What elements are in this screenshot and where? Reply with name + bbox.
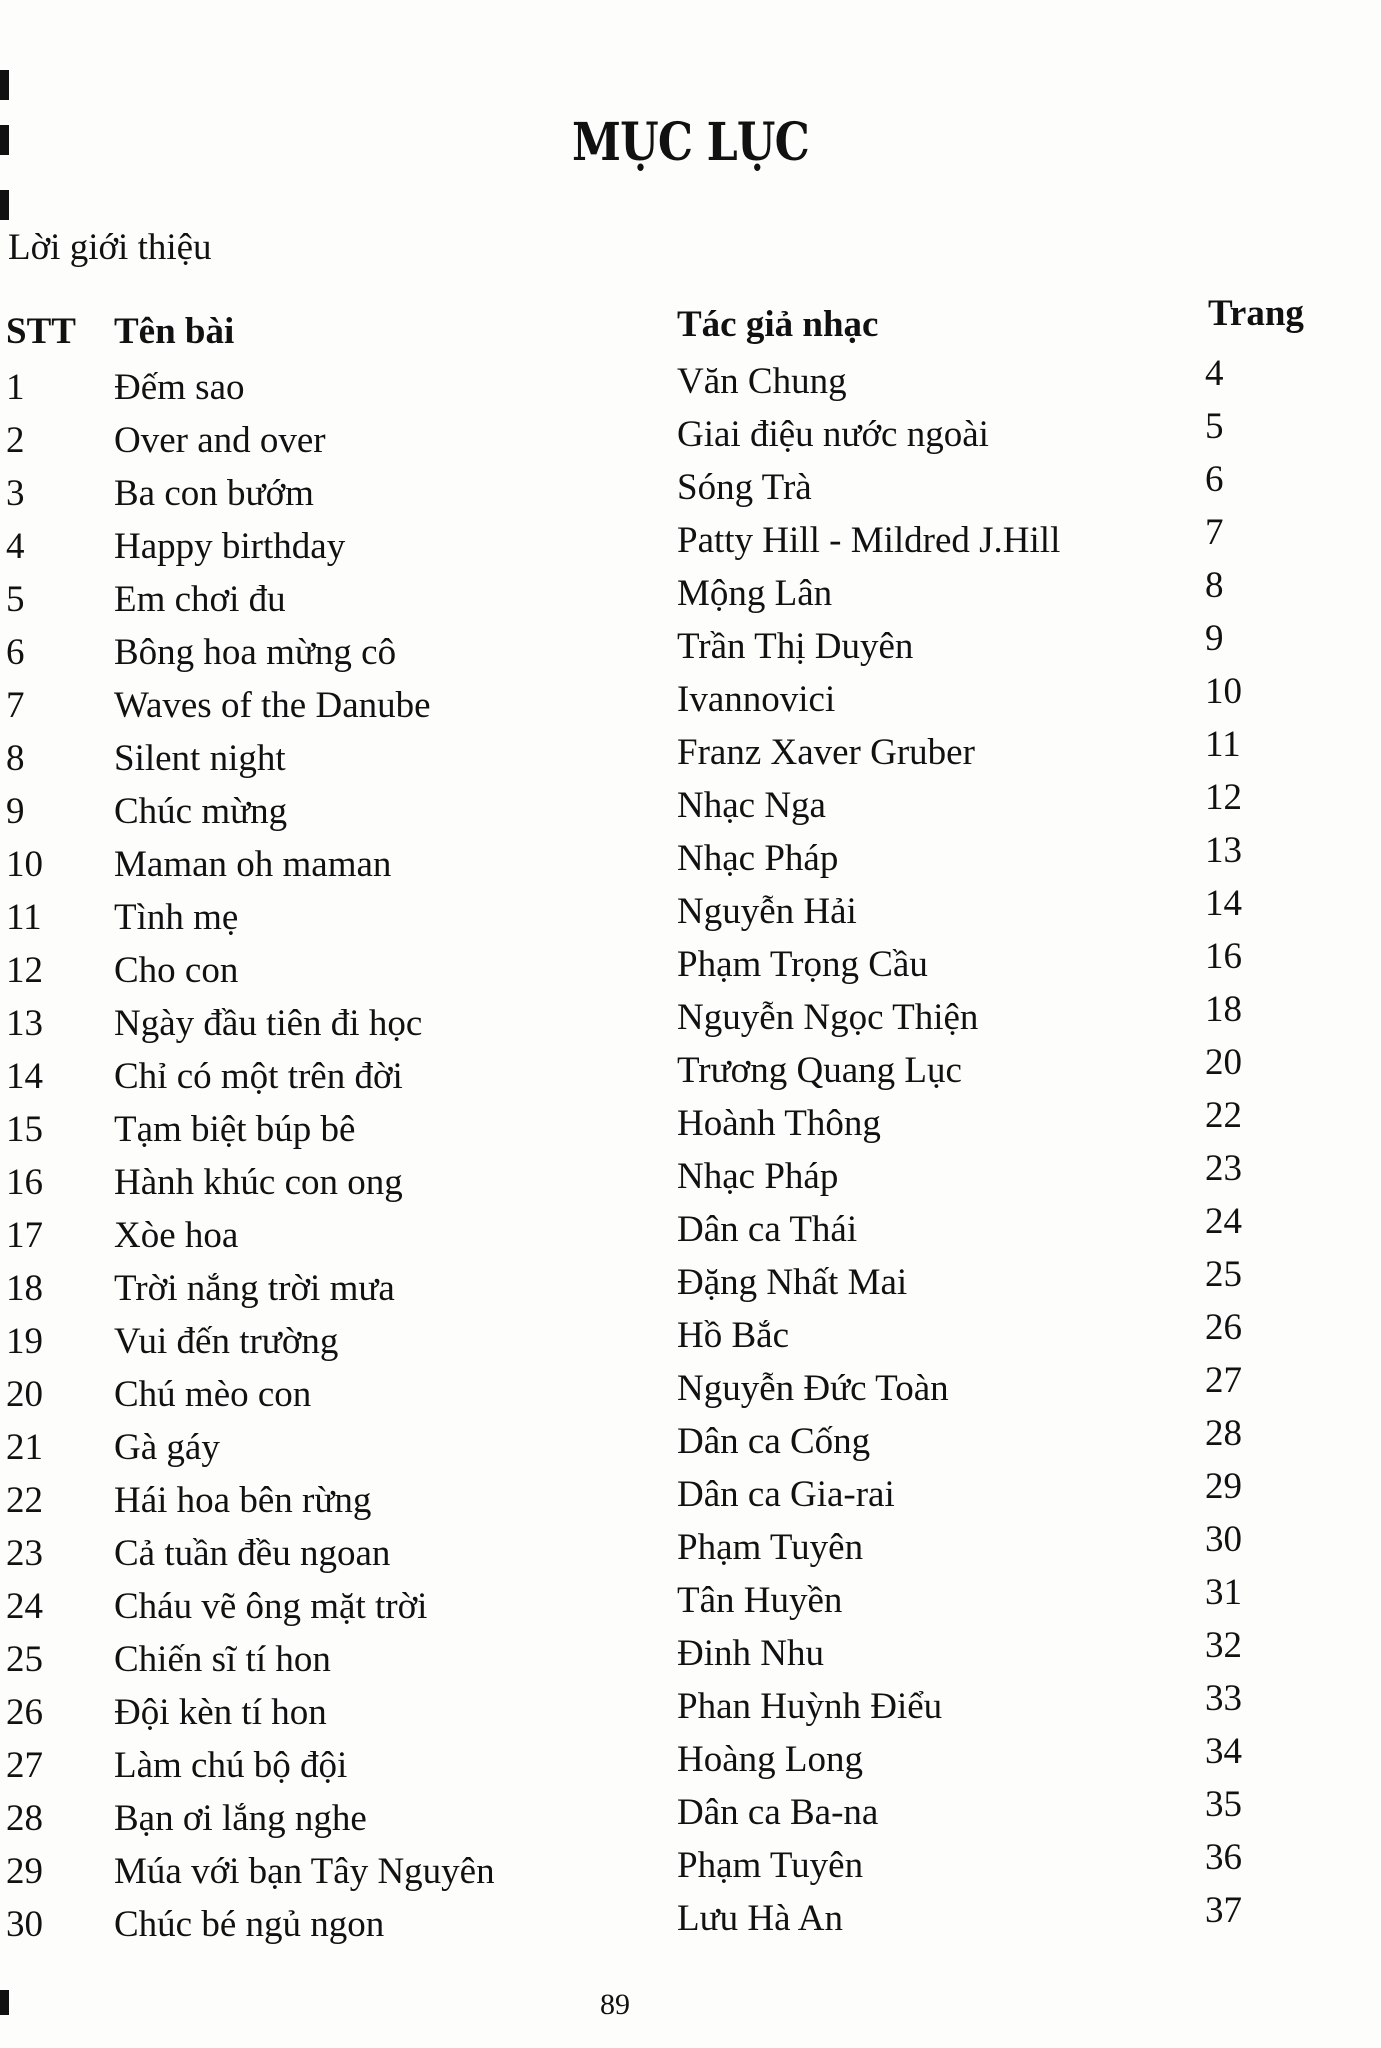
cell-stt: 18 <box>6 1268 43 1309</box>
cell-stt: 9 <box>6 791 25 832</box>
table-row <box>0 830 1381 896</box>
cell-stt: 12 <box>6 950 43 991</box>
cell-composer: Nhạc Pháp <box>677 838 839 879</box>
header-stt: STT <box>6 311 76 352</box>
table-row <box>0 1307 1381 1373</box>
table-row <box>0 1254 1381 1320</box>
cell-composer: Hoành Thông <box>677 1103 881 1144</box>
cell-song: Hành khúc con ong <box>114 1162 403 1203</box>
cell-composer: Trần Thị Duyên <box>677 626 914 667</box>
cell-song: Maman oh maman <box>114 844 392 885</box>
cell-stt: 7 <box>6 685 25 726</box>
cell-stt: 26 <box>6 1692 43 1733</box>
cell-composer: Phạm Tuyên <box>677 1845 864 1886</box>
cell-page: 14 <box>1205 883 1242 924</box>
cell-song: Vui đến trường <box>114 1321 339 1362</box>
cell-composer: Nguyễn Đức Toàn <box>677 1368 949 1409</box>
cell-song: Ba con bướm <box>114 473 314 514</box>
table-row <box>0 1625 1381 1691</box>
cell-song: Em chơi đu <box>114 579 286 620</box>
table-row <box>0 989 1381 1055</box>
cell-composer: Nguyễn Hải <box>677 891 857 932</box>
cell-song: Xòe hoa <box>114 1215 239 1256</box>
cell-page: 32 <box>1205 1625 1242 1666</box>
cell-stt: 16 <box>6 1162 43 1203</box>
cell-page: 28 <box>1205 1413 1242 1454</box>
table-row <box>0 724 1381 790</box>
cell-composer: Trương Quang Lục <box>677 1050 962 1091</box>
cell-page: 8 <box>1205 565 1224 606</box>
cell-song: Waves of the Danube <box>114 685 431 726</box>
cell-song: Cho con <box>114 950 239 991</box>
table-row <box>0 1042 1381 1108</box>
cell-page: 7 <box>1205 512 1224 553</box>
cell-stt: 5 <box>6 579 25 620</box>
cell-song: Chiến sĩ tí hon <box>114 1639 331 1680</box>
header-composer: Tác giả nhạc <box>677 304 879 345</box>
cell-song: Đếm sao <box>114 367 245 408</box>
table-row <box>0 1201 1381 1267</box>
cell-composer: Mộng Lân <box>677 573 833 614</box>
cell-page: 16 <box>1205 936 1242 977</box>
cell-song: Bông hoa mừng cô <box>114 632 397 673</box>
cell-composer: Văn Chung <box>677 361 847 402</box>
cell-song: Cháu vẽ ông mặt trời <box>114 1586 428 1627</box>
cell-composer: Hồ Bắc <box>677 1315 789 1356</box>
page-number: 89 <box>600 1988 630 2021</box>
cell-page: 9 <box>1205 618 1224 659</box>
binding-mark <box>0 190 9 220</box>
intro-entry: Lời giới thiệu <box>8 227 212 268</box>
cell-stt: 27 <box>6 1745 43 1786</box>
cell-page: 20 <box>1205 1042 1242 1083</box>
cell-song: Làm chú bộ đội <box>114 1745 348 1786</box>
cell-composer: Dân ca Thái <box>677 1209 858 1250</box>
table-row <box>0 1519 1381 1585</box>
cell-composer: Dân ca Gia-rai <box>677 1474 895 1515</box>
page-title: MỤC LỤC <box>572 112 809 173</box>
cell-stt: 29 <box>6 1851 43 1892</box>
cell-page: 12 <box>1205 777 1242 818</box>
table-row <box>0 883 1381 949</box>
cell-stt: 15 <box>6 1109 43 1150</box>
cell-composer: Hoàng Long <box>677 1739 863 1780</box>
header-page: Trang <box>1208 293 1304 334</box>
cell-page: 34 <box>1205 1731 1242 1772</box>
cell-song: Gà gáy <box>114 1427 220 1468</box>
table-row <box>0 565 1381 631</box>
cell-page: 6 <box>1205 459 1224 500</box>
table-row <box>0 671 1381 737</box>
cell-song: Ngày đầu tiên đi học <box>114 1003 423 1044</box>
cell-stt: 13 <box>6 1003 43 1044</box>
cell-stt: 17 <box>6 1215 43 1256</box>
table-row <box>0 1466 1381 1532</box>
table-row <box>0 459 1381 525</box>
cell-composer: Nguyễn Ngọc Thiện <box>677 997 979 1038</box>
cell-page: 11 <box>1205 724 1241 765</box>
cell-page: 22 <box>1205 1095 1242 1136</box>
cell-song: Happy birthday <box>114 526 346 567</box>
table-row <box>0 353 1381 419</box>
cell-song: Over and over <box>114 420 326 461</box>
cell-stt: 14 <box>6 1056 43 1097</box>
cell-page: 30 <box>1205 1519 1242 1560</box>
cell-stt: 11 <box>6 897 42 938</box>
cell-stt: 30 <box>6 1904 43 1945</box>
cell-composer: Phạm Trọng Cầu <box>677 944 928 985</box>
cell-page: 37 <box>1205 1890 1242 1931</box>
cell-stt: 4 <box>6 526 25 567</box>
table-row <box>0 1784 1381 1850</box>
cell-song: Đội kèn tí hon <box>114 1692 327 1733</box>
cell-composer: Đinh Nhu <box>677 1633 824 1674</box>
cell-stt: 2 <box>6 420 25 461</box>
cell-page: 36 <box>1205 1837 1242 1878</box>
header-song: Tên bài <box>114 311 235 352</box>
cell-composer: Franz Xaver Gruber <box>677 732 975 773</box>
cell-page: 29 <box>1205 1466 1242 1507</box>
cell-song: Chú mèo con <box>114 1374 312 1415</box>
cell-page: 25 <box>1205 1254 1242 1295</box>
cell-stt: 1 <box>6 367 25 408</box>
table-row <box>0 618 1381 684</box>
table-row <box>0 1731 1381 1797</box>
cell-song: Chúc bé ngủ ngon <box>114 1904 385 1945</box>
table-row <box>0 406 1381 472</box>
cell-composer: Phạm Tuyên <box>677 1527 864 1568</box>
table-row <box>0 1890 1381 1956</box>
cell-song: Silent night <box>114 738 286 779</box>
table-row <box>0 1148 1381 1214</box>
table-row <box>0 512 1381 578</box>
cell-page: 33 <box>1205 1678 1242 1719</box>
table-row <box>0 1678 1381 1744</box>
binding-mark <box>0 125 9 155</box>
cell-song: Múa với bạn Tây Nguyên <box>114 1851 495 1892</box>
cell-page: 35 <box>1205 1784 1242 1825</box>
cell-stt: 19 <box>6 1321 43 1362</box>
cell-stt: 24 <box>6 1586 43 1627</box>
cell-song: Chỉ có một trên đời <box>114 1056 403 1097</box>
cell-stt: 21 <box>6 1427 43 1468</box>
cell-page: 27 <box>1205 1360 1242 1401</box>
cell-stt: 3 <box>6 473 25 514</box>
cell-page: 10 <box>1205 671 1242 712</box>
cell-composer: Patty Hill - Mildred J.Hill <box>677 520 1061 561</box>
table-row <box>0 1095 1381 1161</box>
cell-page: 13 <box>1205 830 1242 871</box>
cell-composer: Nhạc Pháp <box>677 1156 839 1197</box>
table-row <box>0 1572 1381 1638</box>
cell-stt: 6 <box>6 632 25 673</box>
table-row <box>0 1360 1381 1426</box>
cell-stt: 8 <box>6 738 25 779</box>
cell-song: Tình mẹ <box>114 897 239 938</box>
table-row <box>0 1837 1381 1903</box>
cell-page: 31 <box>1205 1572 1242 1613</box>
table-row <box>0 1413 1381 1479</box>
cell-page: 23 <box>1205 1148 1242 1189</box>
cell-page: 4 <box>1205 353 1224 394</box>
cell-stt: 25 <box>6 1639 43 1680</box>
cell-composer: Tân Huyền <box>677 1580 843 1621</box>
cell-song: Bạn ơi lắng nghe <box>114 1798 367 1839</box>
cell-stt: 28 <box>6 1798 43 1839</box>
cell-song: Chúc mừng <box>114 791 288 832</box>
binding-mark <box>0 70 9 100</box>
cell-composer: Lưu Hà An <box>677 1898 843 1939</box>
cell-composer: Giai điệu nước ngoài <box>677 414 989 455</box>
cell-stt: 22 <box>6 1480 43 1521</box>
cell-song: Hái hoa bên rừng <box>114 1480 372 1521</box>
cell-page: 5 <box>1205 406 1224 447</box>
cell-stt: 10 <box>6 844 43 885</box>
cell-page: 24 <box>1205 1201 1242 1242</box>
cell-stt: 20 <box>6 1374 43 1415</box>
cell-page: 18 <box>1205 989 1242 1030</box>
cell-composer: Nhạc Nga <box>677 785 826 826</box>
cell-composer: Dân ca Cống <box>677 1421 871 1462</box>
cell-composer: Ivannovici <box>677 679 836 720</box>
cell-composer: Phan Huỳnh Điểu <box>677 1686 943 1727</box>
cell-composer: Đặng Nhất Mai <box>677 1262 908 1303</box>
cell-song: Trời nắng trời mưa <box>114 1268 395 1309</box>
cell-composer: Dân ca Ba-na <box>677 1792 879 1833</box>
table-row <box>0 777 1381 843</box>
cell-stt: 23 <box>6 1533 43 1574</box>
cell-song: Cả tuần đều ngoan <box>114 1533 391 1574</box>
table-row <box>0 936 1381 1002</box>
cell-composer: Sóng Trà <box>677 467 812 508</box>
cell-song: Tạm biệt búp bê <box>114 1109 356 1150</box>
cell-page: 26 <box>1205 1307 1242 1348</box>
